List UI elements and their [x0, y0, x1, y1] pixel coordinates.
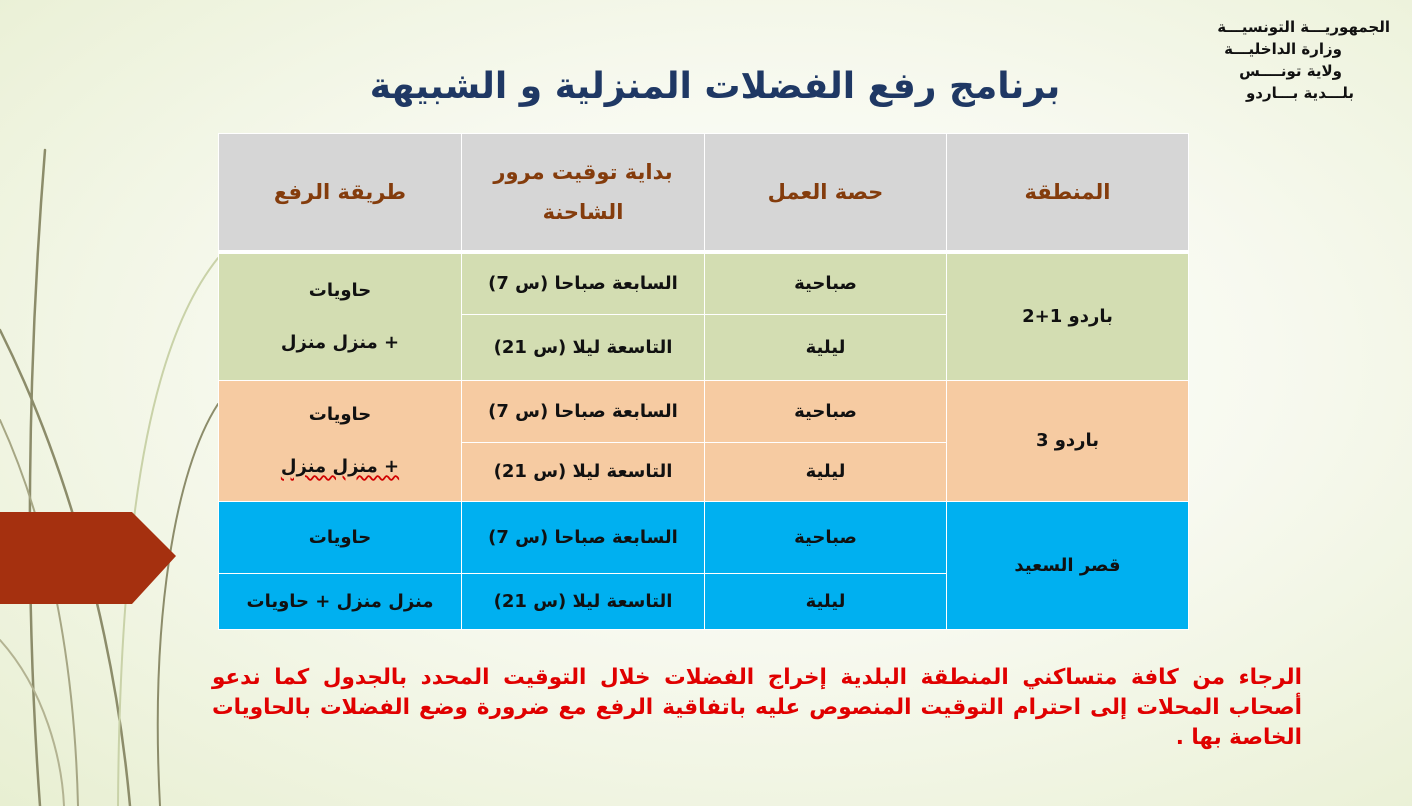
header-line-republic: الجمهوريـــة التونسيـــة [1217, 18, 1390, 36]
method-cell [219, 380, 462, 501]
page-title: برنامج رفع الفضلات المنزلية و الشبيهة [369, 66, 1061, 107]
header-line-governorate: ولاية تونــــس [1239, 62, 1342, 80]
collection-schedule-table [218, 133, 1189, 630]
header-line-municipality: بلـــدية بـــاردو [1245, 84, 1354, 102]
zone-cell: باردو 3 [947, 380, 1189, 501]
method-cell: منزل منزل + حاويات [219, 573, 462, 629]
method-line2: + منزل منزل [280, 455, 400, 477]
method-line1: حاويات [308, 403, 372, 425]
header-zone: المنطقة [947, 134, 1189, 253]
method-line1: حاويات [308, 279, 372, 301]
header-start-line1: بداية توقيت مرور [493, 160, 673, 184]
shift-cell: ليلية [705, 442, 947, 501]
shift-cell: صباحية [705, 252, 947, 314]
table-header-row [219, 134, 1189, 253]
header-shift: حصة العمل [705, 134, 947, 253]
start-time-cell: السابعة صباحا (س 7) [462, 380, 705, 442]
curve-line-3 [0, 420, 78, 806]
start-time-cell: التاسعة ليلا (س 21) [462, 442, 705, 501]
start-time-cell: التاسعة ليلا (س 21) [462, 314, 705, 380]
table-row [219, 380, 1189, 442]
start-time-cell: التاسعة ليلا (س 21) [462, 573, 705, 629]
shift-cell: صباحية [705, 380, 947, 442]
shift-cell: صباحية [705, 501, 947, 573]
curve-line-5 [158, 404, 218, 806]
header-line-ministry: وزارة الداخليـــة [1224, 40, 1342, 58]
notice-paragraph: الرجاء من كافة متساكني المنطقة البلدية إخراج الفضلات خلال التوقيت المحدد بالجدول كما ندعو أصحاب المحلات إلى احترام التوقيت المنصوص عليه باتفاقية الرفع مع ضرورة وضع الفضلات بالحاويات الخاصة بها . [212, 665, 1302, 750]
table-row [219, 252, 1189, 314]
table-row [219, 501, 1189, 573]
shift-cell: ليلية [705, 573, 947, 629]
start-time-cell: السابعة صباحا (س 7) [462, 252, 705, 314]
start-time-cell: السابعة صباحا (س 7) [462, 501, 705, 573]
header-start-line2: الشاحنة [542, 200, 624, 224]
zone-cell: باردو 1+2 [947, 252, 1189, 380]
arrow-shape-icon [0, 512, 176, 604]
header-start-time [462, 134, 705, 253]
header-method: طريقة الرفع [219, 134, 462, 253]
shift-cell: ليلية [705, 314, 947, 380]
method-cell [219, 252, 462, 380]
method-line2: + منزل منزل [280, 331, 400, 353]
zone-cell: قصر السعيد [947, 501, 1189, 629]
method-cell: حاويات [219, 501, 462, 573]
